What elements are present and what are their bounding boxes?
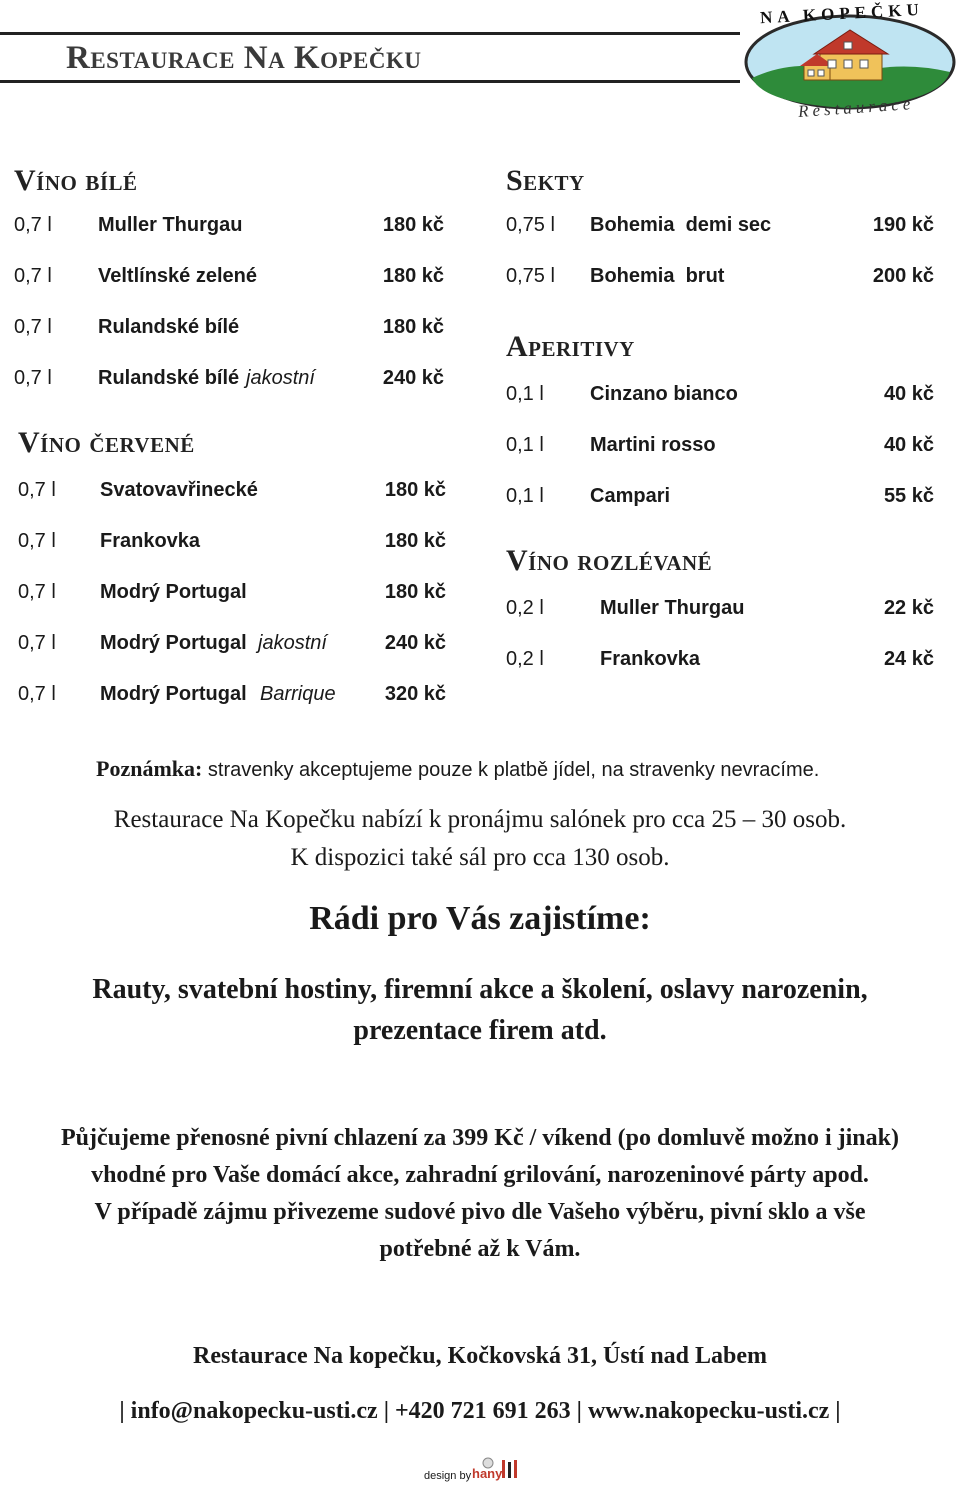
services-line-2: prezentace firem atd. [353,1015,607,1046]
heading-white-wine: Víno bílé [14,164,138,197]
heading-red-wine: Víno červené [18,426,195,459]
price: 190 kč [872,214,934,236]
price: 240 kč [384,632,446,654]
price: 180 kč [384,479,446,501]
designer-logo [472,1456,524,1482]
footer-address: Restaurace Na kopečku, Kočkovská 31, Ústí nad Labem [192,1343,768,1369]
wine-name: Svatovavřinecké [100,479,258,501]
rental-offer-line-1: Restaurace Na Kopečku nabízí k pronájmu salónek pro cca 25 – 30 osob. [113,806,847,833]
volume: 0,7 l [14,214,52,236]
volume: 0,2 l [506,597,544,619]
wine-name: Modrý Portugal [100,581,247,603]
services-line-1: Rauty, svatební hostiny, firemní akce a školení, oslavy narozenin, [92,974,868,1005]
drink-name: Bohemia demi sec [590,214,772,236]
menu-row-sekty-2 [506,263,934,289]
footer-contact: | info@nakopecku-usti.cz | +420 721 691 263 | www.nakopecku-usti.cz | [119,1398,841,1424]
restaurant-logo [740,0,958,130]
note-text: stravenky akceptujeme pouze k platbě jídel, na stravenky nevracíme. [202,759,820,781]
wine-name: Veltlínské zelené [98,265,257,287]
beer-offer-line-4: potřebné až k Vám. [379,1236,581,1262]
price: 180 kč [384,581,446,603]
price: 40 kč [883,383,934,405]
menu-row-red-5 [18,681,446,707]
menu-row-aperitiv-2 [506,432,934,458]
volume: 0,1 l [506,485,544,507]
volume: 0,7 l [14,316,52,338]
menu-row-glass-1 [506,595,934,621]
logo-top-text: NA KOPEČKU [759,0,925,28]
menu-row-red-4 [18,630,446,656]
wine-quality-note: jakostní [258,632,327,654]
price: 320 kč [384,683,446,705]
volume: 0,7 l [18,581,56,603]
volume: 0,7 l [14,367,52,389]
services-headline: Rádi pro Vás zajistíme: [309,900,651,937]
menu-row-glass-2 [506,646,934,672]
drink-name: Muller Thurgau [600,597,745,619]
wine-name: Muller Thurgau [98,214,243,236]
volume: 0,7 l [14,265,52,287]
menu-row-white-1 [14,212,444,238]
price: 40 kč [883,434,934,456]
price: 200 kč [872,265,934,287]
menu-row-red-3 [18,579,446,605]
wine-name: Modrý Portugal [100,683,247,705]
design-by-label: design by [424,1470,472,1482]
price: 22 kč [883,597,934,619]
volume: 0,1 l [506,434,544,456]
drink-name: Frankovka [600,648,701,670]
header-rule-bottom [0,80,740,83]
menu-row-aperitiv-3 [506,483,934,509]
beer-offer-line-3: V případě zájmu přivezeme sudové pivo dle Vašeho výběru, pivní sklo a vše [94,1199,866,1225]
logo-bottom-text: Restaurace [797,93,915,122]
menu-row-white-4 [14,365,444,391]
drink-name: Martini rosso [590,434,716,456]
drink-name: Cinzano bianco [590,383,738,405]
volume: 0,75 l [506,265,555,287]
heading-sparkling: Sekty [506,164,585,197]
volume: 0,7 l [18,632,56,654]
price: 180 kč [382,316,444,338]
menu-row-aperitiv-1 [506,381,934,407]
drink-name: Bohemia brut [590,265,725,287]
heading-aperitifs: Aperitivy [506,330,635,363]
price: 180 kč [382,214,444,236]
menu-row-sekty-1 [506,212,934,238]
menu-row-white-2 [14,263,444,289]
menu-row-red-2 [18,528,446,554]
heading-wine-by-glass: Víno rozlévané [506,544,713,577]
price: 180 kč [382,265,444,287]
volume: 0,1 l [506,383,544,405]
drink-name: Campari [590,485,671,507]
wine-name: Frankovka [100,530,201,552]
price: 240 kč [382,367,444,389]
volume: 0,2 l [506,648,544,670]
page-title: Restaurace Na Kopečku [66,40,422,76]
header-rule-top [0,32,740,35]
volume: 0,75 l [506,214,555,236]
volume: 0,7 l [18,530,56,552]
rental-offer-line-2: K dispozici také sál pro cca 130 osob. [290,844,670,871]
designer-logo-text: hany [472,1466,503,1481]
wine-quality-note: Barrique [260,683,336,705]
note-line [96,756,819,782]
wine-quality-note: jakostní [246,367,315,389]
menu-row-white-3 [14,314,444,340]
wine-name: Rulandské bílé [98,316,240,338]
note-label: Poznámka: [96,756,203,781]
price: 24 kč [883,648,934,670]
volume: 0,7 l [18,479,56,501]
menu-row-red-1 [18,477,446,503]
price: 180 kč [384,530,446,552]
wine-name: Rulandské bílé [98,367,240,389]
beer-offer-line-1: Půjčujeme přenosné pivní chlazení za 399 Kč / víkend (po domluvě možno i jinak) [60,1125,899,1151]
volume: 0,7 l [18,683,56,705]
price: 55 kč [883,485,934,507]
beer-offer-line-2: vhodné pro Vaše domácí akce, zahradní grilování, narozeninové párty apod. [91,1162,869,1188]
wine-name: Modrý Portugal [100,632,247,654]
